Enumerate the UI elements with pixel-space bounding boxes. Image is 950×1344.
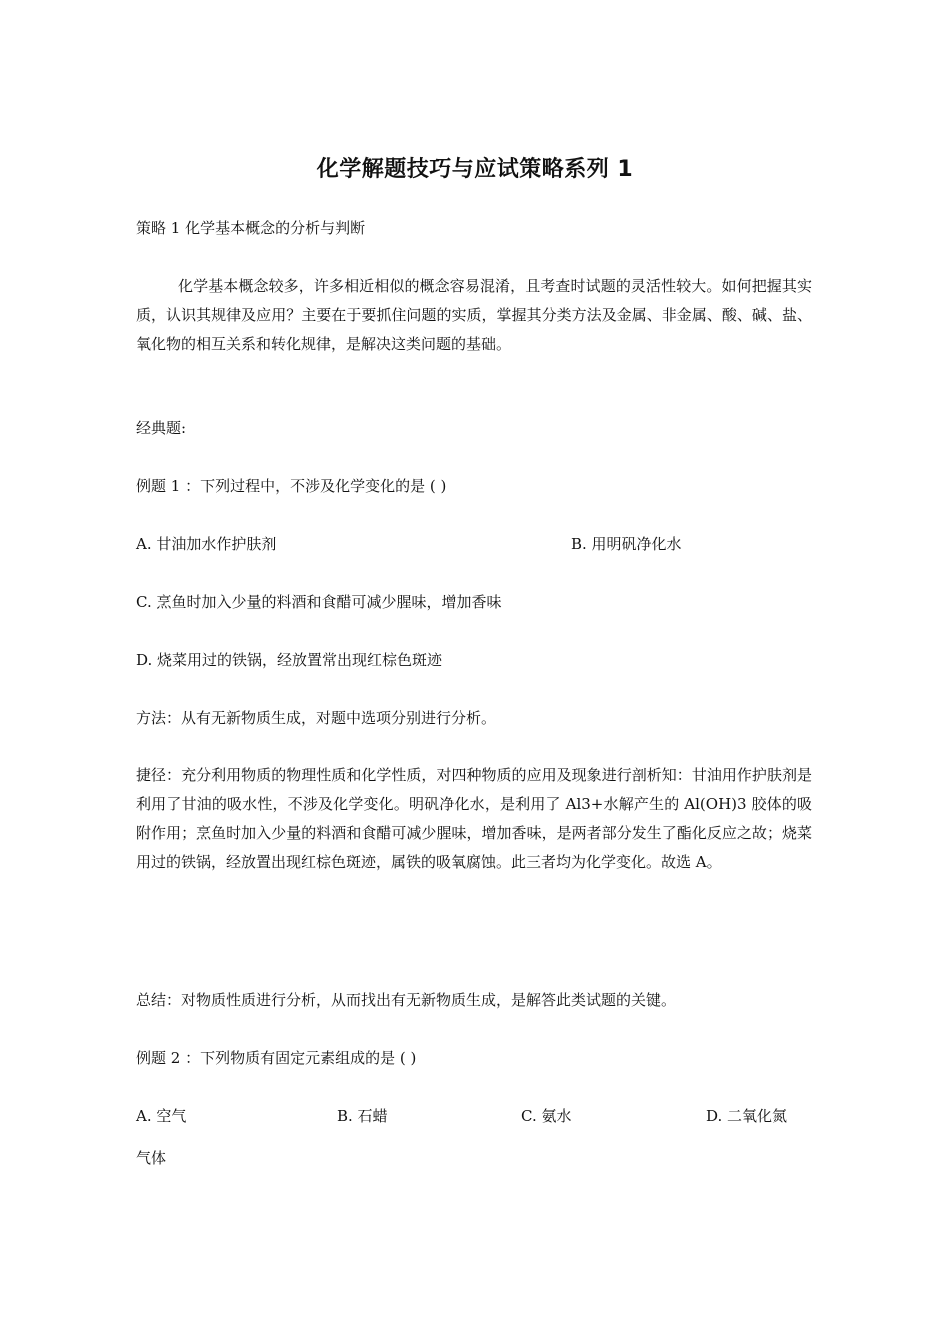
example2-option-d: D. 二氧化氮	[706, 1107, 788, 1125]
example2-option-a: A. 空气	[136, 1107, 187, 1125]
strategy-heading: 策略 1 化学基本概念的分析与判断	[136, 219, 366, 237]
example2-question: 例题 2 ：下列物质有固定元素组成的是 ( )	[136, 1049, 417, 1067]
example2-option-b: B. 石蜡	[337, 1107, 388, 1125]
example1-question: 例题 1 ：下列过程中，不涉及化学变化的是 ( )	[136, 477, 447, 495]
document-title: 化学解题技巧与应试策略系列 1	[316, 157, 634, 182]
example2-option-c: C. 氨水	[521, 1107, 572, 1125]
example1-method: 方法：从有无新物质生成，对题中选项分别进行分析。	[136, 709, 497, 727]
example1-option-d: D. 烧菜用过的铁锅，经放置常出现红棕色斑迹	[136, 651, 443, 669]
example1-shortcut: 捷径：充分利用物质的物理性质和化学性质，对四种物质的应用及现象进行剖析知：甘油用作护肤剂是利用了甘油的吸水性，不涉及化学变化。明矾净化水，是利用了 Al3+水解产生的 Al(OH)3 胶体的吸附作用；烹鱼时加入少量的料酒和食醋可减少腥味，增加香味，是两者部分发生了酯化反应之故；烧菜用过的铁锅，经放置出现红棕色斑迹，属铁的吸氧腐蚀。此三者均为化学变化。故选 A。	[136, 766, 812, 871]
classic-label: 经典题:	[136, 419, 187, 437]
example1-option-a: A. 甘油加水作护肤剂	[136, 535, 277, 553]
example2-option-d-continuation: 气体	[136, 1149, 167, 1167]
example1-option-c: C. 烹鱼时加入少量的料酒和食醋可减少腥味，增加香味	[136, 593, 502, 611]
example1-summary: 总结：对物质性质进行分析，从而找出有无新物质生成，是解答此类试题的关键。	[136, 991, 677, 1009]
example1-option-b: B. 用明矾净化水	[571, 535, 682, 553]
intro-paragraph: 化学基本概念较多，许多相近相似的概念容易混淆，且考查时试题的灵活性较大。如何把握其实质，认识其规律及应用？主要在于要抓住问题的实质，掌握其分类方法及金属、非金属、酸、碱、盐、氧化物的相互关系和转化规律，是解决这类问题的基础。	[136, 277, 812, 353]
